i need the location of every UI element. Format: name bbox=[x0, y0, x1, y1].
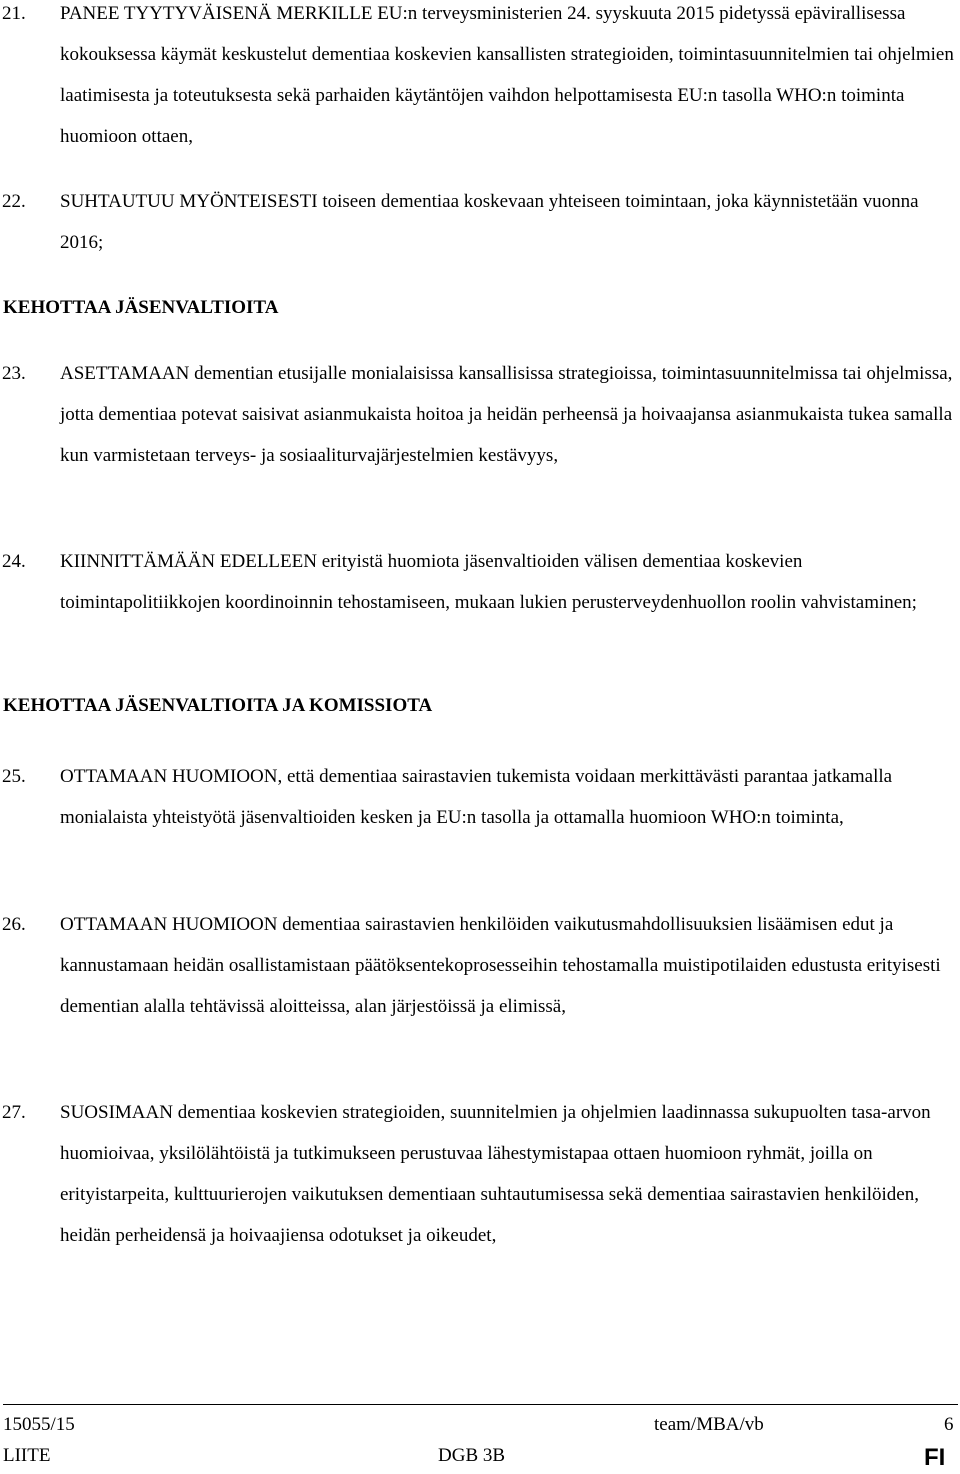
paragraph-body: EU:n terveysministerien 24. syyskuuta 2015 pidetyssä epävirallisessa kokouksessa käymät keskustelut dementiaa koskevien kansallisten strategioiden, toimintasuunnitelmien tai ohjelmien laatimisesta ja toteutuksesta sekä parhaiden käytäntöjen vaihdon helpottamisesta EU:n tasolla WHO:n toiminta huomioon ottaen, bbox=[60, 3, 954, 147]
paragraph-number: 23. bbox=[2, 363, 26, 384]
paragraph-text bbox=[60, 0, 958, 157]
paragraph-25 bbox=[0, 756, 958, 838]
paragraph-number: 21. bbox=[2, 3, 26, 24]
heading-member-states: KEHOTTAA JÄSENVALTIOITA bbox=[3, 297, 279, 318]
paragraph-lead: OTTAMAAN HUOMIOON bbox=[60, 914, 278, 935]
paragraph-body: dementiaa sairastavien henkilöiden vaikutusmahdollisuuksien lisäämisen edut ja kannustamaan heidän osallistamistaan päätöksentekoprosesseihin tehostamalla muistipotilaiden edustusta erityisesti dementian alalla tehtävissä aloitteissa, alan järjestöissä ja elimissä, bbox=[60, 914, 941, 1017]
footer-team: team/MBA/vb bbox=[654, 1414, 764, 1435]
paragraph-lead: SUOSIMAAN bbox=[60, 1102, 173, 1123]
paragraph-text bbox=[60, 541, 958, 623]
footer-language: FI bbox=[924, 1444, 946, 1471]
paragraph-body: dementian etusijalle monialaisissa kansallisissa strategioissa, toimintasuunnitelmissa tai ohjelmissa, jotta dementiaa potevat saisivat asianmukaista hoitoa ja heidän perheensä ja hoivaajansa asianmukaista tukea samalla kun varmistetaan terveys- ja sosiaaliturvajärjestelmien kestävyys, bbox=[60, 363, 953, 466]
paragraph-number: 25. bbox=[2, 766, 26, 787]
paragraph-27 bbox=[0, 1092, 958, 1256]
paragraph-text bbox=[60, 904, 958, 1027]
paragraph-23 bbox=[0, 353, 958, 476]
paragraph-lead: KIINNITTÄMÄÄN EDELLEEN bbox=[60, 551, 317, 572]
paragraph-number: 26. bbox=[2, 914, 26, 935]
paragraph-lead: PANEE TYYTYVÄISENÄ MERKILLE bbox=[60, 3, 373, 24]
footer-dg: DGB 3B bbox=[438, 1445, 506, 1466]
footer-divider bbox=[3, 1404, 958, 1405]
paragraph-number: 22. bbox=[2, 191, 26, 212]
paragraph-body: erityistä huomiota jäsenvaltioiden välisen dementiaa koskevien toimintapolitiikkojen koordinoinnin tehostamiseen, mukaan lukien perusterveydenhuollon roolin vahvistaminen; bbox=[60, 551, 917, 613]
paragraph-number: 24. bbox=[2, 551, 26, 572]
paragraph-text bbox=[60, 181, 958, 263]
paragraph-body: että dementiaa sairastavien tukemista voidaan merkittävästi parantaa jatkamalla monialaista yhteistyötä jäsenvaltioiden kesken ja EU:n tasolla ja ottamalla huomioon WHO:n toiminta, bbox=[60, 766, 893, 828]
paragraph-26 bbox=[0, 904, 958, 1027]
paragraph-body: toiseen dementiaa koskevaan yhteiseen toimintaan, joka käynnistetään vuonna 2016; bbox=[60, 191, 919, 253]
paragraph-text bbox=[60, 756, 958, 838]
paragraph-lead: SUHTAUTUU MYÖNTEISESTI bbox=[60, 191, 318, 212]
paragraph-lead: ASETTAMAAN bbox=[60, 363, 190, 384]
footer-doc-number: 15055/15 bbox=[3, 1414, 75, 1435]
paragraph-number: 27. bbox=[2, 1102, 26, 1123]
paragraph-22 bbox=[0, 181, 958, 263]
paragraph-24 bbox=[0, 541, 958, 623]
paragraph-text bbox=[60, 1092, 958, 1256]
footer-annex: LIITE bbox=[3, 1445, 51, 1466]
paragraph-body: dementiaa koskevien strategioiden, suunnitelmien ja ohjelmien laadinnassa sukupuolten tasa-arvon huomioivaa, yksilölähtöistä ja tutkimukseen perustuvaa lähestymistapaa ottaen huomioon ryhmät, joilla on erityistarpeita, kulttuurierojen vaikutuksen dementiaan suhtautumisessa sekä dementiaa sairastavien henkilöiden, heidän perheidensä ja hoivaajiensa odotukset ja oikeudet, bbox=[60, 1102, 931, 1246]
heading-member-states-commission: KEHOTTAA JÄSENVALTIOITA JA KOMISSIOTA bbox=[3, 695, 433, 716]
footer-page-number: 6 bbox=[944, 1414, 954, 1435]
paragraph-lead: OTTAMAAN HUOMIOON, bbox=[60, 766, 283, 787]
paragraph-21 bbox=[0, 0, 958, 157]
paragraph-text bbox=[60, 353, 958, 476]
